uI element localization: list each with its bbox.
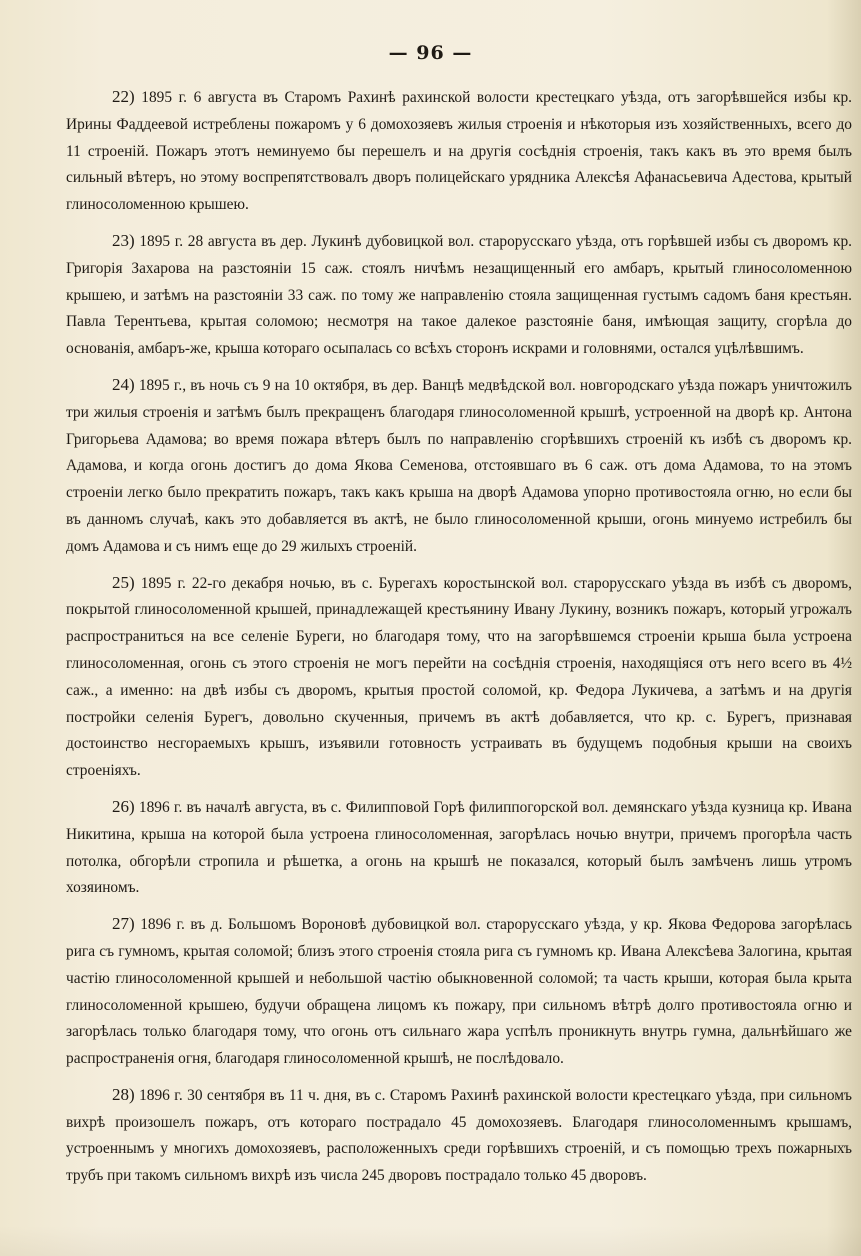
- page-edge-shade: [0, 1226, 861, 1256]
- entry-number: 25): [112, 572, 135, 592]
- entry-text: 1896 г. въ д. Большомъ Вороновѣ дубовицкой вол. старорусскаго уѣзда, у кр. Якова Федорова загорѣлась рига съ гумномъ, крытая соломой; близъ этого строенія стояла рига съ гумномъ кр. Ивана Алексѣева Залогина, крытая частію глиносоломенной крышей и небольшой частію обыкновенной соломой; та часть крыши, которая была крыта глиносоломенной крышею, будучи обращена лицомъ къ пожару, при сильномъ вѣтрѣ долго противостояла огню и загорѣлась только благодаря тому, что огонь отъ сильнаго жара успѣлъ проникнуть внутрь гумна, дальнѣйшаго же распространенія огня, благодаря глиносоломенной крышѣ, не послѣдовало.: [66, 916, 852, 1068]
- entry-text: 1895 г. 6 августа въ Старомъ Рахинѣ рахинской волости крестецкаго уѣзда, отъ загорѣвшейся избы кр. Ирины Фаддеевой истреблены пожаромъ у 6 домохозяевъ жилыя строенія и нѣкоторыя изъ хозяйственныхъ, всего до 11 строеній. Пожаръ этотъ неминуемо бы перешелъ и на другія сосѣднія строенія, такъ какъ въ это время былъ сильный вѣтеръ, но этому воспрепятствовалъ дворъ полицейскаго урядника Алексѣя Афанасьевича Адестова, крытый глиносоломенною крышею.: [66, 89, 852, 214]
- paragraph-entry-27: [66, 911, 852, 1073]
- entry-text: 1895 г. 28 августа въ дер. Лукинѣ дубовицкой вол. старорусскаго уѣзда, отъ горѣвшей избы съ дворомъ кр. Григорія Захарова на разстояніи 15 саж. стоялъ ничѣмъ незащищенный его амбаръ, крытый глиносоломенною крышею, и затѣмъ на разстояніи 33 саж. по тому же направленію стояла защищенная густымъ садомъ баня крестьян. Павла Терентьева, крытая соломою; несмотря на такое далекое разстояніе баня, имѣющая защиту, сгорѣла до основанія, амбаръ-же, крыша котораго осыпалась со всѣхъ сторонъ искрами и головнями, остался уцѣлѣвшимъ.: [66, 232, 852, 358]
- page-number: — 96 —: [388, 42, 473, 64]
- paragraph-entry-22: [66, 84, 852, 219]
- document-body: [66, 84, 852, 1199]
- entry-number: 23): [112, 230, 135, 250]
- entry-number: 28): [112, 1084, 135, 1104]
- entry-text: 1895 г., въ ночь съ 9 на 10 октября, въ дер. Ванцѣ медвѣдской вол. новгородскаго уѣзда пожаръ уничтожилъ три жилыя строенія и затѣмъ былъ прекращенъ благодаря глиносоломенной крышѣ, устроенной на дворѣ кр. Антона Григорьева Адамова; во время пожара вѣтеръ былъ по направленію сгорѣвшихъ строеній къ избѣ съ дворомъ кр. Адамова, и когда огонь достигъ до дома Якова Семенова, отстоявшаго въ 6 саж. отъ дома Адамова, то на этомъ строеніи легко было прекратить пожаръ, такъ какъ крыша на дворѣ Адамова упорно противостояла огню, но если бы въ данномъ случаѣ, какъ это добавляется въ актѣ, не было глиносоломенной крыши, огонь минуемо истребилъ бы домъ Адамова и съ нимъ еще до 29 жилыхъ строеній.: [66, 376, 852, 555]
- entry-number: 22): [112, 87, 135, 106]
- paragraph-entry-23: [66, 228, 852, 363]
- paragraph-entry-25: [66, 570, 852, 785]
- entry-number: 24): [112, 374, 135, 394]
- entry-text: 1896 г. въ началѣ августа, въ с. Филипповой Горѣ филиппогорской вол. демянскаго уѣзда кузница кр. Ивана Никитина, крыша на которой была устроена глиносоломенная, загорѣлась ночью внутри, причемъ прогорѣла часть потолка, обгорѣли стропила и рѣшетка, а огонь на крышѣ не показался, который былъ замѣченъ лишь утромъ хозяиномъ.: [66, 798, 852, 897]
- paragraph-entry-28: [66, 1082, 852, 1190]
- entry-text: 1896 г. 30 сентября въ 11 ч. дня, въ с. Старомъ Рахинѣ рахинской волости крестецкаго уѣзда, при сильномъ вихрѣ произошелъ пожаръ, отъ котораго пострадало 45 домохозяевъ. Благодаря глиносоломеннымъ крышамъ, устроеннымъ у многихъ домохозяевъ, расположенныхъ среди горѣвшихъ строеній, и съ помощью трехъ пожарныхъ трубъ при такомъ сильномъ вихрѣ изъ числа 245 дворовъ пострадало только 45 дворовъ.: [66, 1086, 852, 1185]
- paragraph-entry-24: [66, 372, 852, 561]
- entry-number: 27): [112, 914, 135, 934]
- paragraph-entry-26: [66, 794, 852, 902]
- entry-number: 26): [112, 796, 135, 816]
- entry-text: 1895 г. 22-го декабря ночью, въ с. Бурегахъ коростынской вол. старорусскаго уѣзда въ избѣ съ дворомъ, покрытой глиносоломенной крышей, принадлежащей крестьянину Ивану Лукину, возникъ пожаръ, который угрожалъ распространиться на все селеніе Буреги, но благодаря тому, что на загорѣвшемся строеніи крыша была устроена глиносоломенная, огонь съ этого строенія не могъ перейти на сосѣднія строенія, находящіяся отъ него всего въ 4½ саж., а именно: на двѣ избы съ дворомъ, крытыя простой соломой, кр. Федора Лукичева, а затѣмъ и на другія постройки селенія Бурегъ, довольно скученныя, причемъ въ актѣ добавляется, что кр. с. Бурегъ, признавая достоинство несгораемыхъ крышъ, изъявили готовность устраивать въ будущемъ подобныя крыши на своихъ строеніяхъ.: [66, 574, 852, 780]
